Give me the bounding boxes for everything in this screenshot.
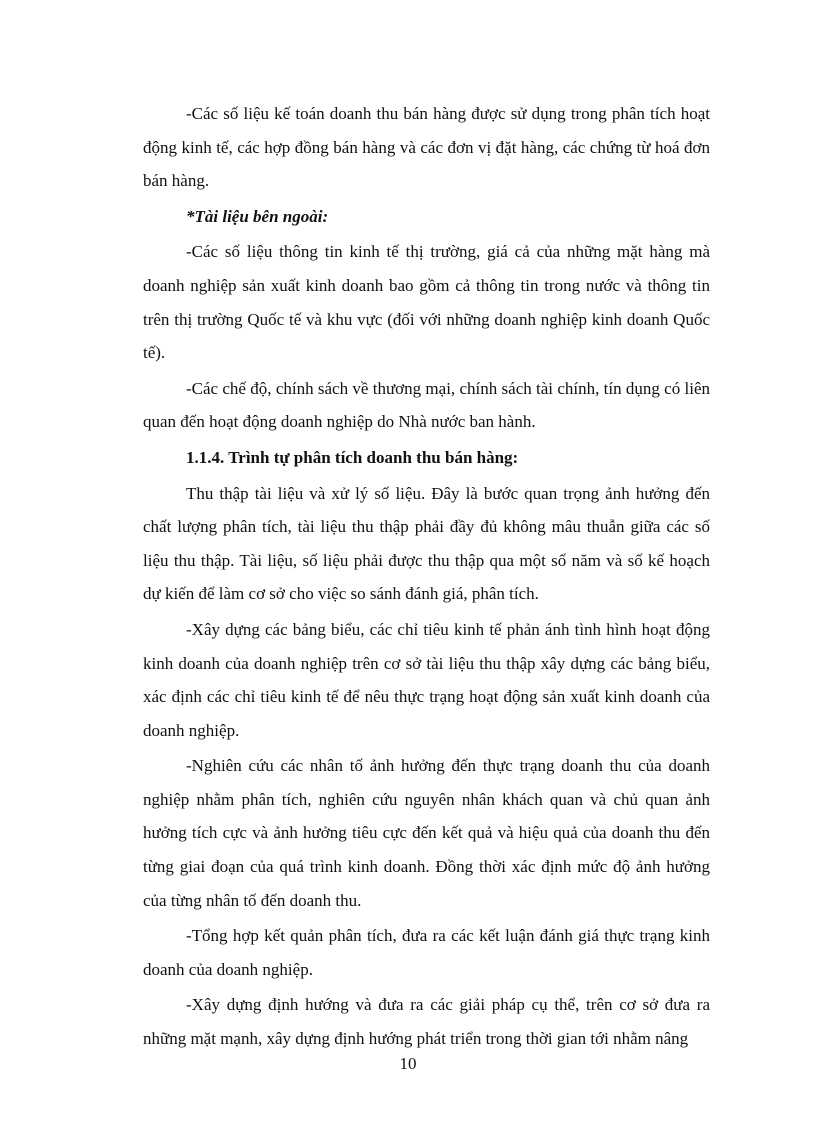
paragraph-market-information: -Các số liệu thông tin kinh tế thị trường, giá cả của những mặt hàng mà doanh nghiệp sản xuất kinh doanh bao gồm cả thông tin trong nước và thông tin trên thị trường Quốc tế và khu vực (đối với những doanh nghiệp kinh doanh Quốc tế). (143, 242, 710, 363)
paragraph-accounting-data: -Các số liệu kế toán doanh thu bán hàng được sử dụng trong phân tích hoạt động kinh tế, các hợp đồng bán hàng và các đơn vị đặt hàng, các chứng từ hoá đơn bán hàng. (143, 104, 710, 191)
paragraph-policies: -Các chế độ, chính sách về thương mại, chính sách tài chính, tín dụng có liên quan đến hoạt động doanh nghiệp do Nhà nước ban hành. (143, 378, 710, 432)
section-heading-analysis-order: 1.1.4. Trình tự phân tích doanh thu bán hàng: (186, 447, 519, 467)
document-body (143, 97, 710, 1058)
paragraph-factor-analysis: -Nghiên cứu các nhân tố ảnh hưởng đến thực trạng doanh thu của doanh nghiệp nhằm phân tích, nghiên cứu nguyên nhân khách quan và chủ quan ảnh hưởng tích cực và ảnh hưởng tiêu cực đến kết quả và hiệu quả của doanh thu đến từng giai đoạn của quá trình kinh doanh. Đồng thời xác định mức độ ảnh hưởng của từng nhân tố đến doanh thu. (143, 756, 710, 910)
paragraph-development-direction: -Xây dựng định hướng và đưa ra các giải pháp cụ thể, trên cơ sở đưa ra những mặt mạnh, xây dựng định hướng phát triển trong thời gian tới nhằm nâng (143, 995, 710, 1049)
page-number: 10 (399, 1054, 417, 1073)
paragraph-summary: -Tổng hợp kết quản phân tích, đưa ra các kết luận đánh giá thực trạng kinh doanh của doanh nghiệp. (143, 926, 710, 979)
paragraph-data-collection: Thu thập tài liệu và xử lý số liệu. Đây là bước quan trọng ảnh hưởng đến chất lượng phân tích, tài liệu thu thập phải đầy đủ không mâu thuẫn giữa các số liệu thu thập. Tài liệu, số liệu phải được thu thập qua một số năm và số kế hoạch dự kiến để làm cơ sở cho việc so sánh đánh giá, phân tích. (143, 483, 710, 604)
paragraph-build-tables: -Xây dựng các bảng biểu, các chỉ tiêu kinh tế phản ánh tình hình hoạt động kinh doanh của doanh nghiệp trên cơ sở tài liệu thu thập xây dựng các bảng biểu, xác định các chỉ tiêu kinh tế để nêu thực trạng hoạt động sản xuất kinh doanh của doanh nghiệp. (143, 619, 710, 740)
external-materials-heading: *Tài liệu bên ngoài: (186, 206, 329, 226)
